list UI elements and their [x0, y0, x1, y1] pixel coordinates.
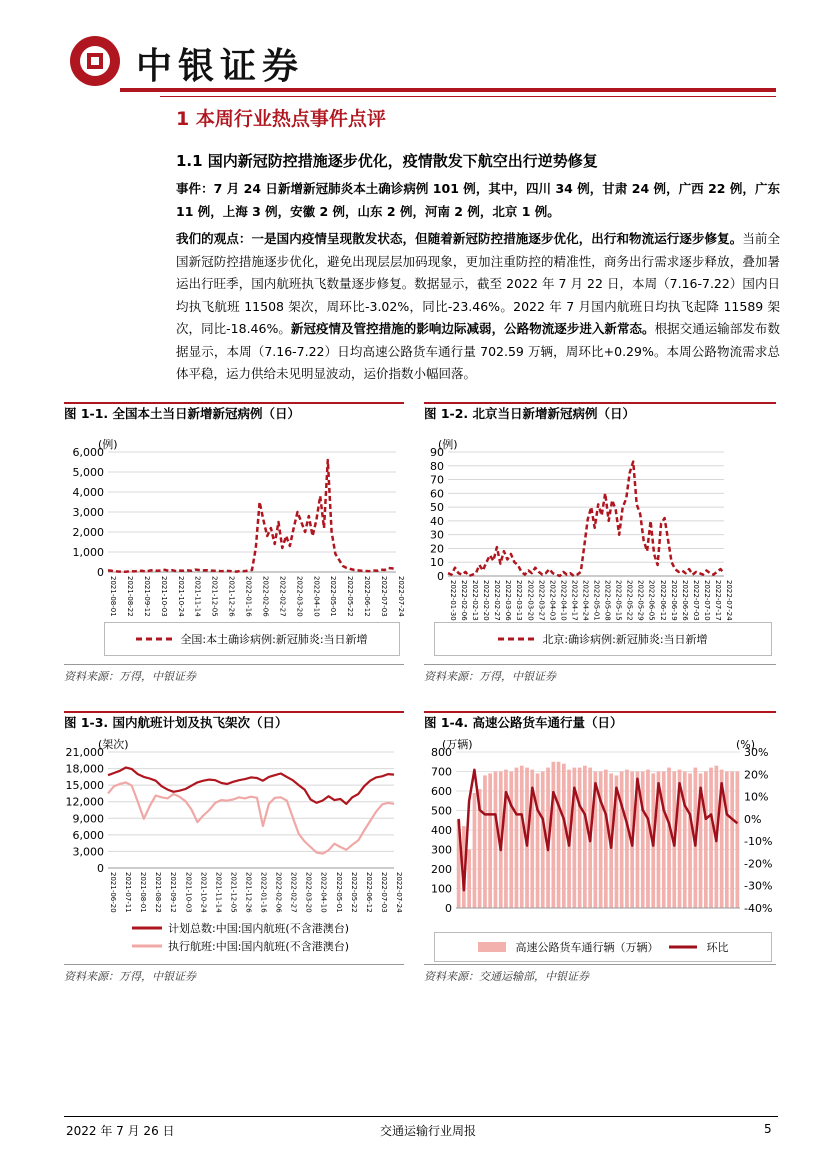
view-bold-2: 新冠疫情及管控措施的影响边际减弱，公路物流逐步进入新常态。 — [290, 321, 655, 336]
bar — [730, 772, 734, 909]
figure-rule-bottom — [424, 964, 776, 965]
x-tick-label: 2022-04-10 — [559, 580, 568, 621]
x-tick-label: 2022-05-01 — [334, 872, 343, 913]
legend-label: 环比 — [706, 941, 729, 954]
event-label: 事件： — [176, 181, 214, 196]
y-tick-label: 700 — [431, 765, 452, 779]
x-tick-label: 2021-08-22 — [154, 872, 163, 913]
legend-item-executed — [132, 938, 349, 954]
y-tick-label: 12,000 — [65, 795, 104, 809]
x-tick-label: 2022-04-10 — [312, 576, 321, 617]
x-tick-label: 2021-10-03 — [184, 872, 193, 913]
legend-line-icon — [669, 944, 697, 950]
bar — [536, 773, 540, 908]
x-tick-label: 2022-02-20 — [482, 580, 491, 621]
y-tick-label: 2,000 — [72, 526, 104, 539]
x-tick-label: 2022-05-22 — [349, 872, 358, 913]
footer-title: 交通运输行业周报 — [380, 1124, 477, 1138]
figure-rule-bottom — [64, 664, 404, 665]
x-tick-label: 2021-10-24 — [199, 872, 208, 913]
y-axis-unit: (例) — [438, 438, 458, 451]
bar — [552, 762, 556, 908]
legend-bar-icon — [478, 942, 506, 952]
y-tick-label: 3,000 — [72, 845, 104, 859]
bar — [520, 766, 524, 908]
bar — [509, 772, 513, 909]
x-tick-label: 2022-03-06 — [504, 580, 513, 621]
x-tick-label: 2022-04-03 — [548, 580, 557, 621]
y-tick-label: 50 — [430, 501, 444, 515]
y-tick-label: 0 — [97, 566, 104, 579]
x-tick-label: 2022-04-24 — [581, 580, 590, 621]
x-tick-label: 2022-02-06 — [274, 872, 283, 913]
figure-1-4-source: 资料来源：交通运输部，中银证券 — [424, 970, 589, 983]
y-tick-label: 0 — [437, 570, 444, 583]
bar — [725, 772, 729, 909]
y-tick-label: 5,000 — [72, 466, 104, 479]
figure-1-2-legend — [434, 622, 772, 656]
x-tick-label: 2022-05-22 — [625, 580, 634, 621]
x-tick-label: 2021-12-26 — [227, 576, 236, 617]
bar — [625, 770, 629, 908]
bar — [641, 772, 645, 909]
page-number: 5 — [764, 1122, 772, 1136]
legend-dashed-line-icon — [136, 636, 172, 642]
y2-tick-label: -10% — [744, 835, 773, 849]
event-text: 7 月 24 日新增新冠肺炎本土确诊病例 101 例，其中，四川 34 例，甘肃 24 例，广西 22 例，广东 11 例，上海 3 例，安徽 2 例，山东 2 例，河南 2 例，北京 1 例。 — [176, 181, 780, 219]
x-tick-label: 2022-05-01 — [592, 580, 601, 621]
x-tick-label: 2022-07-24 — [725, 580, 733, 621]
x-tick-label: 2022-06-12 — [364, 872, 373, 913]
figure-1-3-chart — [64, 734, 404, 916]
x-tick-label: 2022-02-27 — [493, 580, 502, 621]
bar — [646, 770, 650, 908]
x-tick-label: 2022-07-24 — [395, 872, 403, 913]
x-tick-label: 2021-08-22 — [125, 576, 134, 617]
x-tick-label: 2021-12-26 — [244, 872, 253, 913]
x-tick-label: 2021-10-03 — [159, 576, 168, 617]
x-tick-label: 2021-09-12 — [169, 872, 178, 913]
bar — [473, 793, 477, 908]
y-tick-label: 400 — [431, 824, 452, 837]
x-tick-label: 2022-02-27 — [278, 576, 287, 617]
y-tick-label: 9,000 — [72, 812, 104, 826]
y2-tick-label: 0% — [744, 812, 762, 826]
legend-label: 高速公路货车通行辆（万辆） — [515, 941, 659, 954]
y-tick-label: 30 — [430, 528, 444, 542]
x-tick-label: 2021-11-14 — [214, 872, 223, 913]
y-tick-label: 0 — [97, 862, 104, 875]
subsection-title: 1.1 国内新冠防控措施逐步优化，疫情散发下航空出行逆势修复 — [176, 152, 598, 170]
figure-1-4-title: 图 1-4. 高速公路货车通行量（日） — [424, 715, 623, 730]
section-title: 1 本周行业热点事件点评 — [176, 108, 386, 130]
bar — [662, 772, 666, 909]
y2-axis-unit: (%) — [736, 738, 756, 751]
y-axis-unit: (万辆) — [442, 738, 473, 751]
figure-rule-bottom — [64, 964, 404, 965]
x-tick-label: 2022-01-16 — [244, 576, 253, 617]
y2-tick-label: 30% — [744, 746, 769, 759]
y2-tick-label: 20% — [744, 768, 769, 782]
y-tick-label: 60 — [430, 487, 444, 501]
y-tick-label: 18,000 — [65, 762, 104, 776]
y-tick-label: 80 — [430, 459, 444, 473]
bar — [683, 772, 687, 909]
x-tick-label: 2022-02-06 — [261, 576, 270, 617]
x-tick-label: 2022-07-10 — [702, 580, 711, 621]
figure-1-3-title: 图 1-3. 国内航班计划及执飞架次（日） — [64, 715, 288, 730]
x-tick-label: 2022-03-13 — [515, 580, 524, 621]
bar — [541, 772, 545, 909]
y-tick-label: 1,000 — [72, 546, 104, 559]
y-tick-label: 6,000 — [72, 828, 104, 842]
view-text-1: 当前全国新冠防控措施逐步优化，避免出现层层加码现象，更加注重防控的精准性，商务出行需求逐步释放，叠加暑运出行旺季，国内航班执飞数量逐步修复。数据显示，截至 2022 年 7 月 22 日，本周（7.16-7.22）国内日均执飞航班 11508 架次，周环比-3.02%，同比-23.46%。2022 年 7 月国内航班日均执飞起降 11589 架次，同比-18.46%。 — [176, 231, 780, 336]
bank-logo — [70, 36, 120, 86]
legend-line-icon — [132, 943, 162, 949]
x-tick-label: 2022-01-30 — [449, 580, 457, 621]
y-tick-label: 600 — [431, 785, 452, 798]
y-tick-label: 200 — [431, 863, 452, 876]
x-tick-label: 2022-07-03 — [691, 580, 700, 621]
footer-date: 2022 年 7 月 26 日 — [66, 1124, 175, 1138]
bar — [688, 773, 692, 908]
y-tick-label: 6,000 — [72, 446, 104, 459]
header-thin-rule — [160, 96, 776, 97]
x-tick-label: 2022-06-19 — [669, 580, 678, 621]
x-tick-label: 2022-07-03 — [379, 872, 388, 913]
figure-1-2-title: 图 1-2. 北京当日新增新冠病例（日） — [424, 406, 636, 421]
legend-item-plan — [132, 920, 349, 936]
y-tick-label: 40 — [430, 514, 444, 528]
y-tick-label: 0 — [445, 902, 452, 915]
footer-rule — [64, 1116, 778, 1117]
y-tick-label: 21,000 — [65, 746, 104, 759]
x-tick-label: 2021-10-24 — [176, 576, 185, 617]
x-tick-label: 2021-06-20 — [109, 872, 117, 913]
bar — [515, 768, 519, 908]
x-tick-label: 2022-02-13 — [471, 580, 480, 621]
figure-1-1-title: 图 1-1. 全国本土当日新增新冠病例（日） — [64, 406, 301, 421]
bar — [488, 773, 492, 908]
bar — [483, 775, 487, 908]
figure-1-4-legend — [434, 932, 772, 962]
figure-1-2-source: 资料来源：万得，中银证券 — [424, 670, 556, 683]
bar — [736, 772, 740, 909]
y2-tick-label: -30% — [744, 879, 773, 893]
brand-name: 中银证券 — [136, 45, 305, 87]
figure-1-1-source: 资料来源：万得，中银证券 — [64, 670, 196, 683]
x-tick-label: 2022-03-20 — [526, 580, 535, 621]
x-tick-label: 2022-03-20 — [304, 872, 313, 913]
bar — [504, 770, 508, 908]
figure-1-2-chart — [424, 424, 776, 620]
y-tick-label: 15,000 — [65, 779, 104, 793]
bar — [620, 772, 624, 909]
x-tick-label: 2022-05-22 — [346, 576, 355, 617]
y-tick-label: 800 — [431, 746, 452, 759]
x-tick-label: 2022-07-17 — [713, 580, 722, 621]
x-tick-label: 2022-02-27 — [289, 872, 298, 913]
bar — [667, 768, 671, 908]
view-text-2: 根据交通运输部发布数据显示，本周（7.16-7.22）日均高速公路货车通行量 702.59 万辆，周环比+0.29%。本周公路物流需求总体平稳，运力供给未见明显波动，运价指数小幅回落。 — [176, 321, 780, 381]
figure-1-1-legend — [104, 622, 400, 656]
series-line — [448, 462, 724, 576]
x-tick-label: 2021-08-01 — [109, 576, 117, 617]
bar — [599, 772, 603, 909]
bar — [583, 766, 587, 908]
y2-tick-label: -40% — [744, 902, 773, 915]
legend-label: 北京:确诊病例:新冠肺炎:当日新增 — [542, 633, 708, 646]
x-tick-label: 2022-05-08 — [603, 580, 612, 621]
bar — [557, 762, 561, 908]
y-tick-label: 90 — [430, 446, 444, 459]
x-tick-label: 2022-06-05 — [647, 580, 656, 621]
y-tick-label: 10 — [430, 556, 444, 570]
x-tick-label: 2022-04-10 — [319, 872, 328, 913]
legend-label: 计划总数:中国:国内航班(不含港澳台) — [168, 922, 349, 935]
y-tick-label: 500 — [431, 804, 452, 818]
legend-label: 执行航班:中国:国内航班(不含港澳台) — [168, 940, 349, 953]
y-tick-label: 3,000 — [72, 506, 104, 519]
bar — [467, 850, 471, 909]
x-tick-label: 2022-03-27 — [537, 580, 546, 621]
figure-1-4-chart — [424, 734, 776, 930]
x-tick-label: 2022-05-01 — [329, 576, 338, 617]
x-tick-label: 2021-12-05 — [210, 576, 219, 617]
x-tick-label: 2021-09-12 — [142, 576, 151, 617]
x-tick-label: 2021-12-05 — [229, 872, 238, 913]
y-axis-unit: (架次) — [98, 738, 129, 751]
y-tick-label: 20 — [430, 542, 444, 556]
x-tick-label: 2021-07-11 — [124, 872, 133, 913]
legend-line-icon — [132, 925, 162, 931]
x-tick-label: 2022-07-03 — [380, 576, 389, 617]
y-tick-label: 100 — [431, 882, 452, 896]
y-tick-label: 4,000 — [72, 486, 104, 499]
figure-rule-bottom — [424, 664, 776, 665]
x-tick-label: 2022-07-24 — [397, 576, 405, 617]
figure-1-1-chart — [64, 424, 404, 620]
legend-dashed-line-icon — [498, 636, 534, 642]
x-tick-label: 2022-06-12 — [363, 576, 372, 617]
x-tick-label: 2022-05-29 — [636, 580, 645, 621]
x-tick-label: 2022-06-26 — [680, 580, 689, 621]
legend-label: 全国:本土确诊病例:新冠肺炎:当日新增 — [180, 633, 368, 646]
event-paragraph — [176, 178, 780, 223]
figure-1-3-legend — [124, 918, 380, 962]
view-bold-1: 一是国内疫情呈现散发状态，但随着新冠防控措施逐步优化，出行和物流运行逐步修复。 — [251, 231, 743, 246]
x-tick-label: 2022-05-15 — [614, 580, 623, 621]
x-tick-label: 2022-03-20 — [295, 576, 304, 617]
header-rule — [120, 88, 776, 92]
x-tick-label: 2021-08-01 — [139, 872, 148, 913]
bar — [709, 768, 713, 908]
bar — [562, 764, 566, 908]
bar — [578, 768, 582, 908]
view-paragraph — [176, 228, 780, 386]
x-tick-label: 2022-02-06 — [460, 580, 469, 621]
series-line — [108, 460, 396, 572]
y-axis-unit: (例) — [98, 438, 118, 451]
bar — [494, 772, 498, 909]
y-tick-label: 70 — [430, 473, 444, 487]
x-tick-label: 2022-01-16 — [259, 872, 268, 913]
x-tick-label: 2021-11-14 — [193, 576, 202, 617]
bar — [604, 770, 608, 908]
series-line — [108, 768, 394, 804]
view-label: 我们的观点： — [176, 231, 252, 246]
y2-tick-label: 10% — [744, 790, 769, 804]
x-tick-label: 2022-04-17 — [570, 580, 579, 621]
y2-tick-label: -20% — [744, 857, 773, 871]
figure-1-3-source: 资料来源：万得，中银证券 — [64, 970, 196, 983]
bar — [704, 772, 708, 909]
x-tick-label: 2022-06-12 — [658, 580, 667, 621]
y-tick-label: 300 — [431, 843, 452, 857]
